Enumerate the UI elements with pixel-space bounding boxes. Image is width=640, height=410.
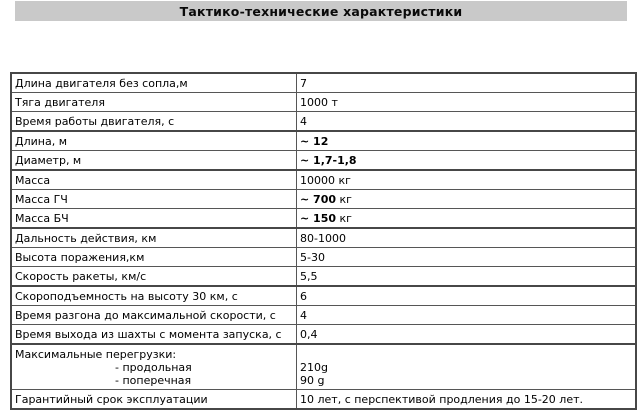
table-row xyxy=(11,248,636,267)
spec-label-cell: Максимальные перегрузки: - продольная - поперечная xyxy=(11,344,297,390)
spec-value-cell: 7 xyxy=(297,73,637,93)
spec-value-cell: ~ 1,7-1,8 xyxy=(297,151,637,171)
spec-value-cell: 4 xyxy=(297,112,637,132)
spec-label-cell: Гарантийный срок эксплуатации xyxy=(11,390,297,410)
spec-value-cell: ~ 150 кг xyxy=(297,209,637,229)
table-row xyxy=(11,131,636,151)
spec-label-cell: Диаметр, м xyxy=(11,151,297,171)
table-row xyxy=(11,306,636,325)
spec-label-cell: Время работы двигателя, с xyxy=(11,112,297,132)
spec-value-cell: 80-1000 xyxy=(297,228,637,248)
table-row xyxy=(11,344,636,390)
spec-label-cell: Скороподъемность на высоту 30 км, с xyxy=(11,286,297,306)
spec-value-cell: 5-30 xyxy=(297,248,637,267)
table-row xyxy=(11,151,636,171)
spec-label-cell: Дальность действия, км xyxy=(11,228,297,248)
spec-label-cell: Масса БЧ xyxy=(11,209,297,229)
spec-label-cell: Скорость ракеты, км/с xyxy=(11,267,297,287)
spec-value-cell: 6 xyxy=(297,286,637,306)
spec-label-cell: Время выхода из шахты с момента запуска, с xyxy=(11,325,297,345)
table-row xyxy=(11,325,636,345)
table-row xyxy=(11,390,636,410)
table-row xyxy=(11,170,636,190)
table-row xyxy=(11,286,636,306)
specs-table xyxy=(10,72,637,410)
spec-label-cell: Масса xyxy=(11,170,297,190)
spec-value-cell: ~ 12 xyxy=(297,131,637,151)
spec-label-cell: Тяга двигателя xyxy=(11,93,297,112)
spec-value-cell: 1000 т xyxy=(297,93,637,112)
table-row xyxy=(11,190,636,209)
spec-value-cell: 4 xyxy=(297,306,637,325)
table-row xyxy=(11,267,636,287)
spec-label-cell: Время разгона до максимальной скорости, с xyxy=(11,306,297,325)
specs-table-body xyxy=(11,73,636,409)
spec-label-cell: Длина, м xyxy=(11,131,297,151)
table-row xyxy=(11,112,636,132)
table-row xyxy=(11,93,636,112)
spec-value-cell: 10 лет, с перспективой продления до 15-20 лет. xyxy=(297,390,637,410)
spec-label-cell: Высота поражения,км xyxy=(11,248,297,267)
page-title: Тактико-технические характеристики xyxy=(15,1,627,21)
spec-value-cell: 0,4 xyxy=(297,325,637,345)
spec-value-cell: 5,5 xyxy=(297,267,637,287)
spec-value-cell: ~ 700 кг xyxy=(297,190,637,209)
spec-label-cell: Масса ГЧ xyxy=(11,190,297,209)
table-row xyxy=(11,73,636,93)
table-row xyxy=(11,209,636,229)
spec-label-cell: Длина двигателя без сопла,м xyxy=(11,73,297,93)
table-row xyxy=(11,228,636,248)
spec-value-cell: 210g 90 g xyxy=(297,344,637,390)
spec-value-cell: 10000 кг xyxy=(297,170,637,190)
